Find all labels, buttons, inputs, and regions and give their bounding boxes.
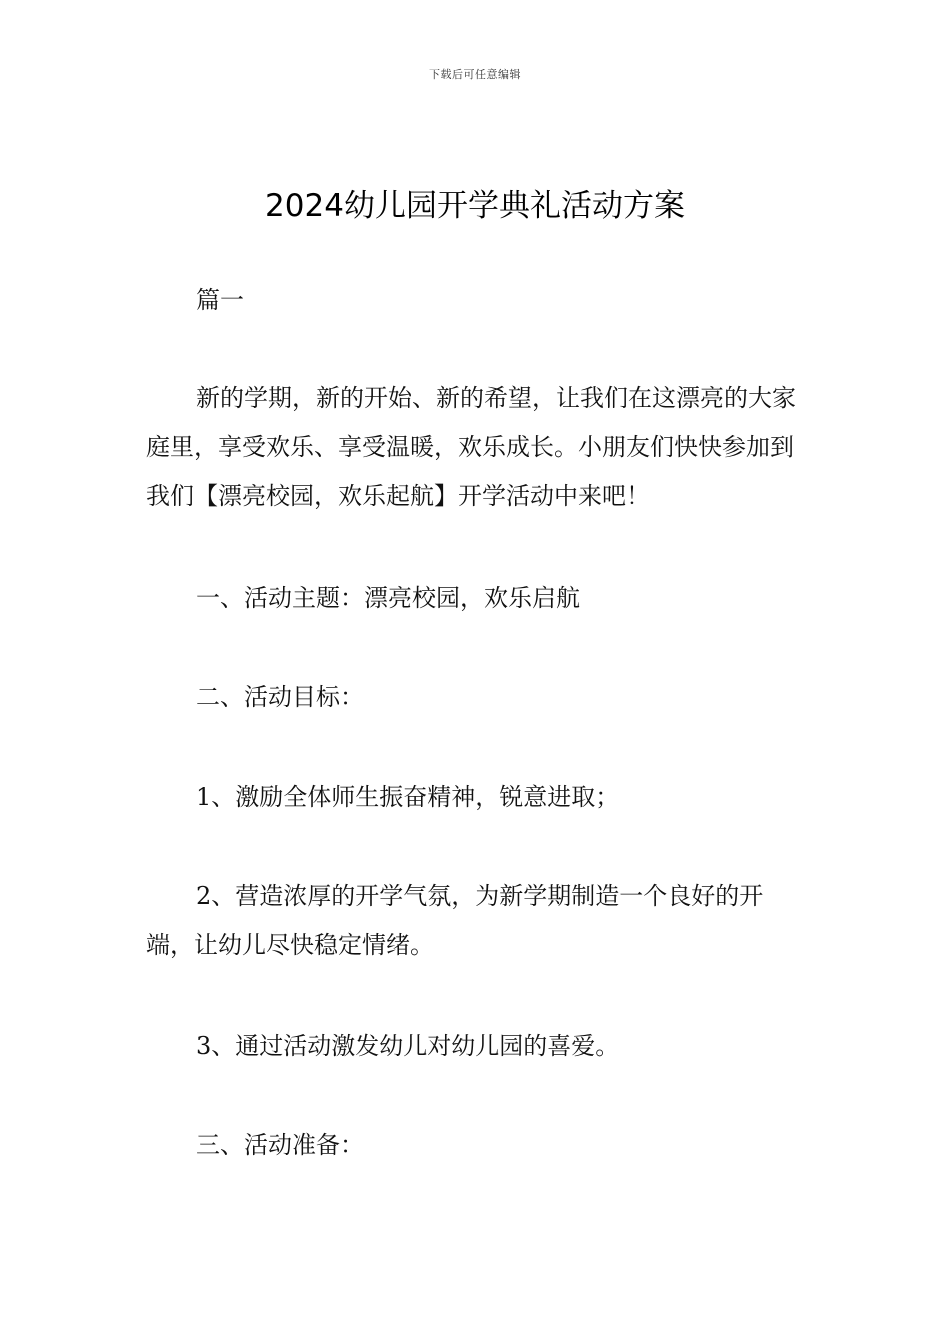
goal-item-3: 3、通过活动激发幼儿对幼儿园的喜爱。	[196, 1032, 620, 1060]
activity-preparation-heading: 三、活动准备：	[196, 1131, 364, 1159]
section-label: 篇一	[196, 286, 244, 314]
activity-theme: 一、活动主题：漂亮校园，欢乐启航	[196, 584, 580, 612]
header-note: 下载后可任意编辑	[429, 68, 521, 81]
intro-paragraph: 新的学期，新的开始、新的希望，让我们在这漂亮的大家庭里，享受欢乐、享受温暖，欢乐成长。小朋友们快快参加到我们【漂亮校园，欢乐起航】开学活动中来吧！	[146, 384, 796, 510]
goal-item-2: 2、营造浓厚的开学气氛，为新学期制造一个良好的开端，让幼儿尽快稳定情绪。	[146, 882, 764, 959]
activity-goals-heading: 二、活动目标：	[196, 683, 364, 711]
document-title: 2024幼儿园开学典礼活动方案	[265, 188, 685, 224]
goal-item-1: 1、激励全体师生振奋精神，锐意进取；	[196, 783, 620, 811]
